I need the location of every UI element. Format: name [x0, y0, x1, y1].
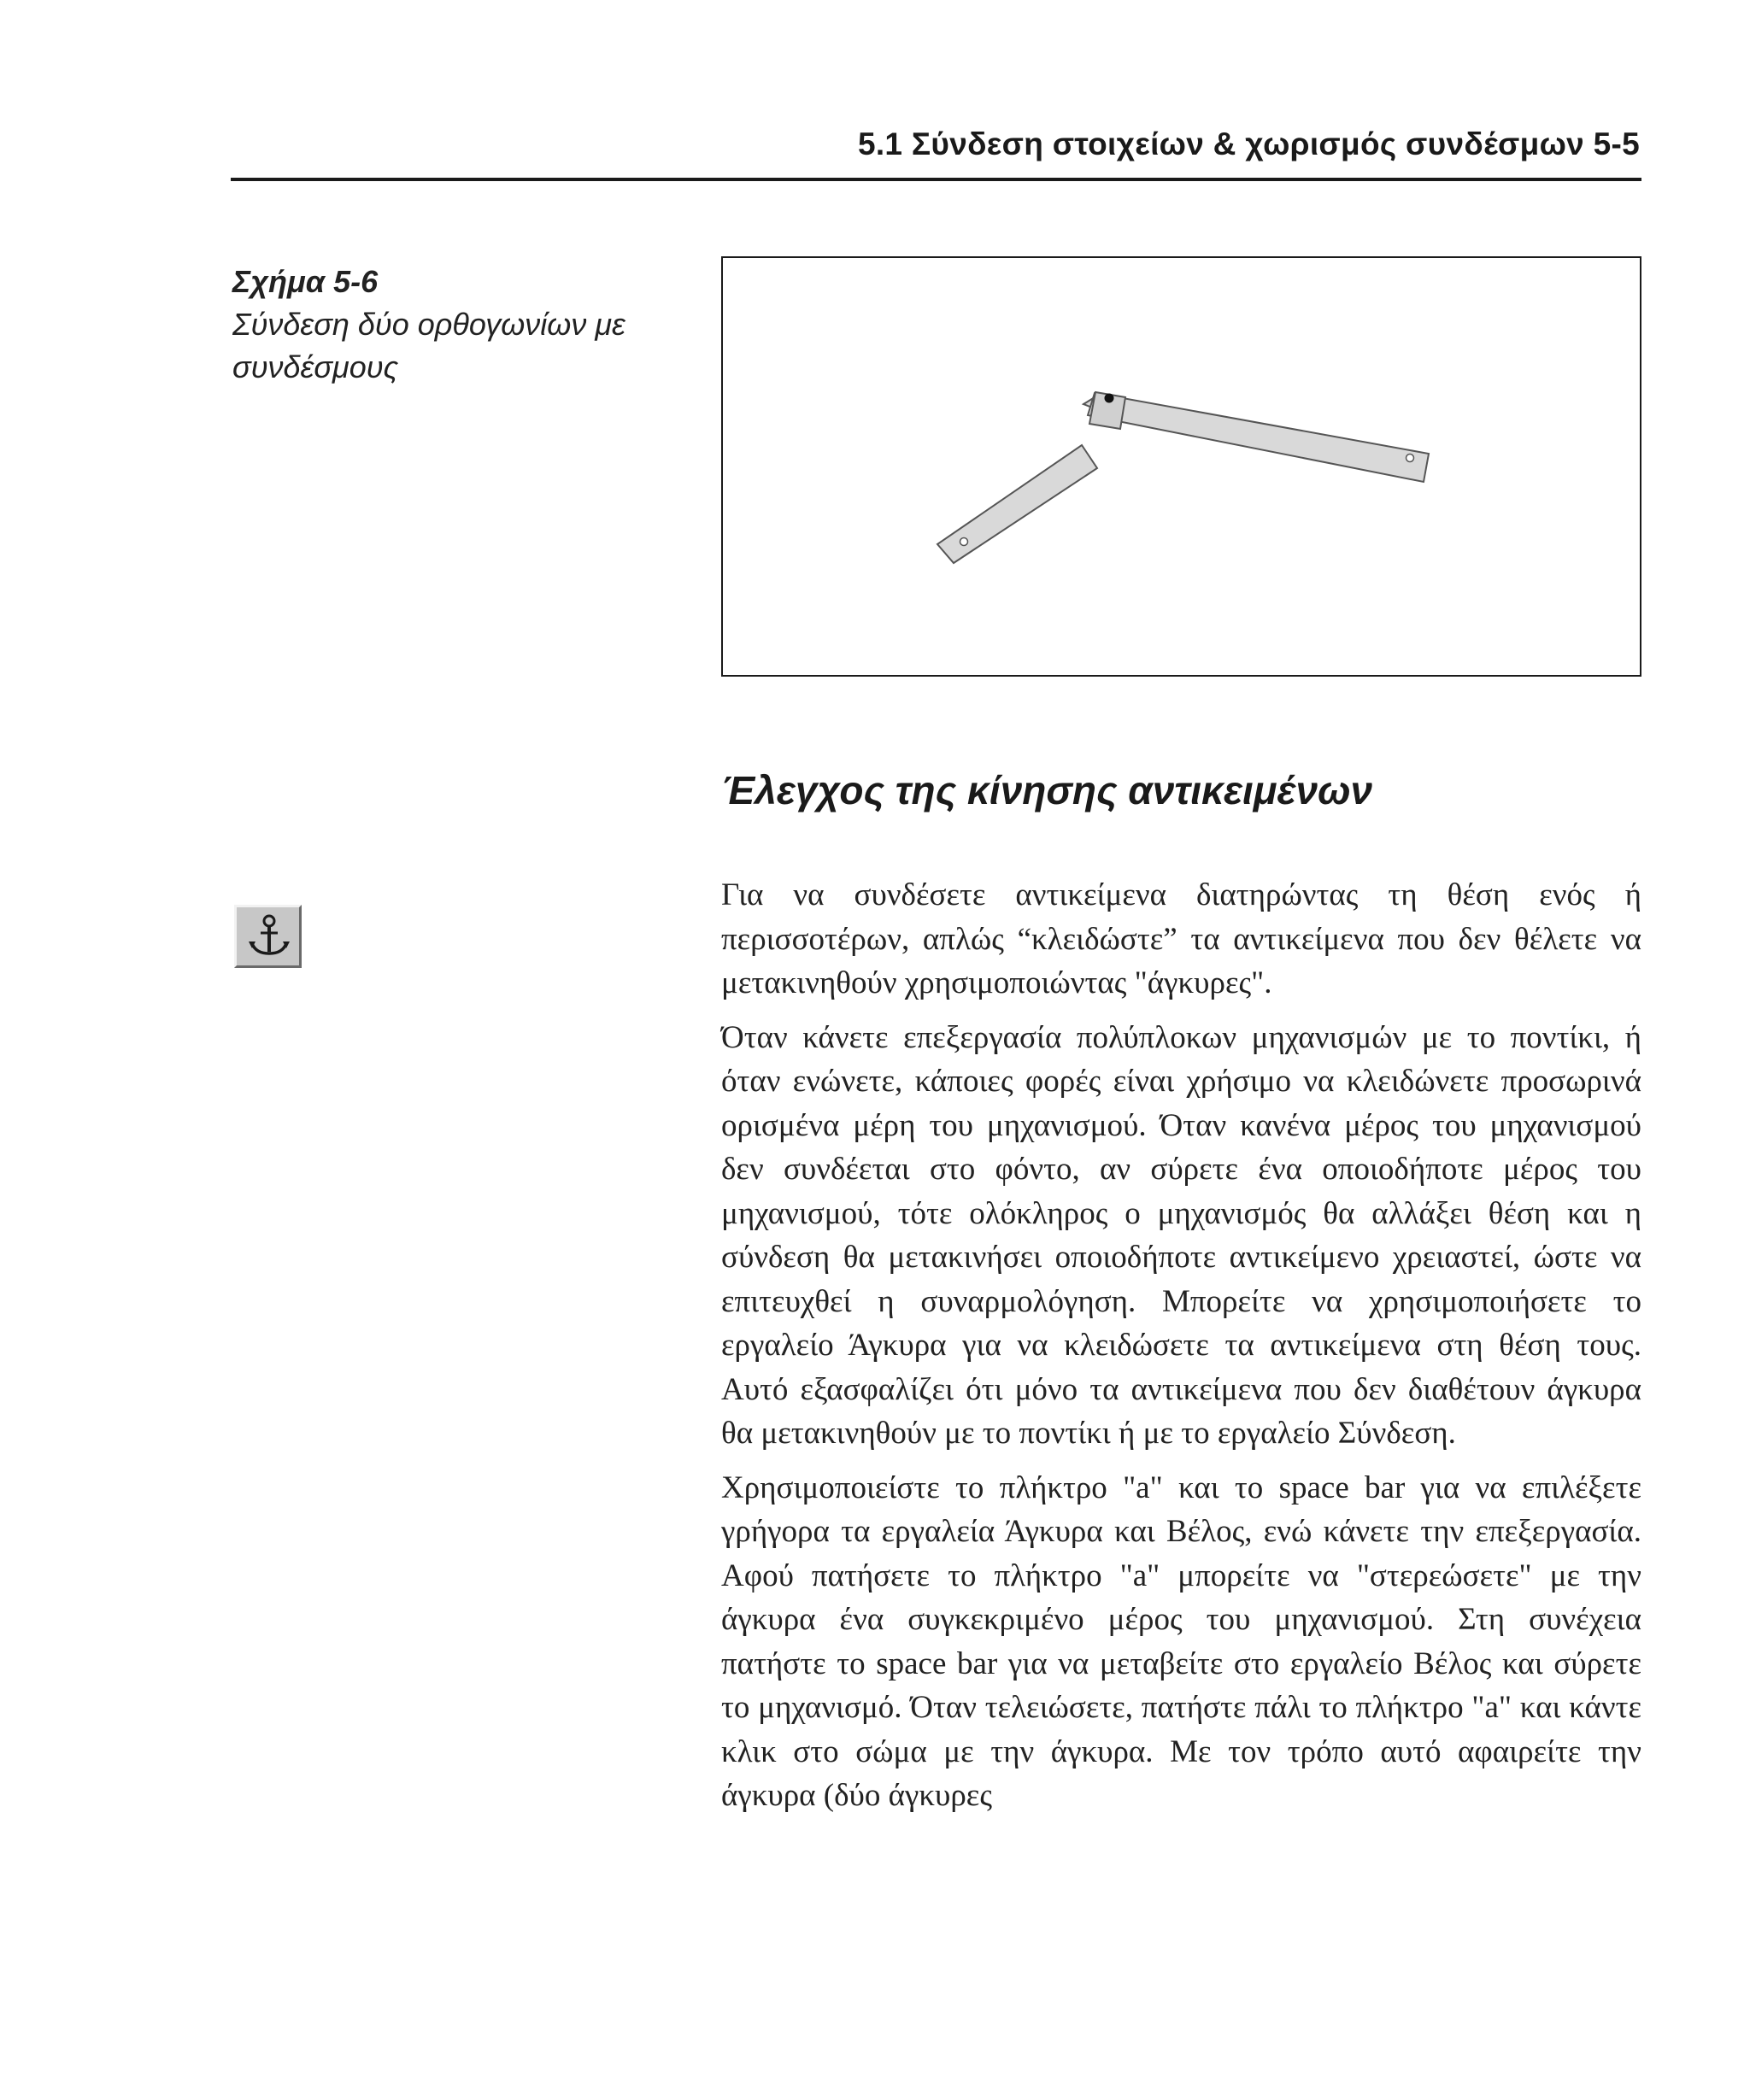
horizontal-link-pin-hole [1406, 455, 1414, 462]
figure-5-6-illustration [721, 256, 1641, 677]
anchor-icon [242, 911, 297, 964]
paragraph-1: Για να συνδέσετε αντικείμενα διατηρώντας τη θέση ενός ή περισσοτέρων, απλώς “κλειδώστε” τα αντικείμενα που δεν θέλετε να μετακινηθούν χρησιμοποιώντας "άγκυρες". [721, 877, 1641, 1000]
paragraph-3: Χρησιμοποιείστε το πλήκτρο "a" και το space bar για να επιλέξετε γρήγορα τα εργαλεία Άγκυρα και Βέλος, ενώ κάνετε την επεξεργασία. Αφού πατήσετε το πλήκτρο "a" μπορείτε να "στερεώσετε" με την άγκυρα ένα συγκεκριμένο μέρος του μηχανισμού. Στη συνέχεια πατήστε το space bar για να μεταβείτε στο εργαλείο Βέλος και σύρετε το μηχανισμό. Όταν τελειώσετε, πατήστε πάλι το πλήκτρο "a" και κάντε κλικ στο σώμα με την άγκυρα. Με τον τρόπο αυτό αφαιρείτε την άγκυρα (δύο άγκυρες [721, 1469, 1641, 1813]
running-title: 5.1 Σύνδεση στοιχείων & χωρισμός συνδέσμων 5-5 [857, 126, 1640, 161]
figure-caption-text: Σύνδεση δύο ορθογωνίων με συνδέσμους [232, 307, 625, 384]
anchor-tool-button [234, 905, 302, 968]
paragraph-2: Όταν κάνετε επεξεργασία πολύπλοκων μηχανισμών με το ποντίκι, ή όταν ενώνετε, κάποιες φορές είναι χρήσιμο να κλειδώνετε προσωρινά ορισμένα μέρη του μηχανισμού. Όταν κανένα μέρος του μηχανισμού δεν συνδέεται στο φόντο, αν σύρετε ένα οποιοδήποτε μέρος του μηχανισμού, τότε ολόκληρος ο μηχανισμός θα αλλάξει θέση και η σύνδεση θα μετακινήσει οποιοδήποτε αντικείμενο χρειαστεί, ώστε να επιτευχθεί η συναρμολόγηση. Μπορείτε να χρησιμοποιήσετε το εργαλείο Άγκυρα για να κλειδώσετε τα αντικείμενα στη θέση τους. Αυτό εξασφαλίζει ότι μόνο τα αντικείμενα που δεν διαθέτουν άγκυρα θα μετακινηθούν με το ποντίκι ή με το εργαλείο Σύνδεση. [721, 1019, 1641, 1451]
figure-caption [232, 261, 694, 389]
section-heading: Έλεγχος της κίνησης αντικειμένων [721, 768, 1373, 812]
horizontal-link [1088, 393, 1429, 482]
diagonal-link-pin-hole [960, 538, 968, 546]
joint-pin [1105, 394, 1114, 403]
body-text [721, 873, 1641, 1828]
running-header [231, 121, 1641, 181]
linked-rectangles-drawing [723, 258, 1640, 675]
figure-label: Σχήμα 5-6 [232, 264, 379, 299]
